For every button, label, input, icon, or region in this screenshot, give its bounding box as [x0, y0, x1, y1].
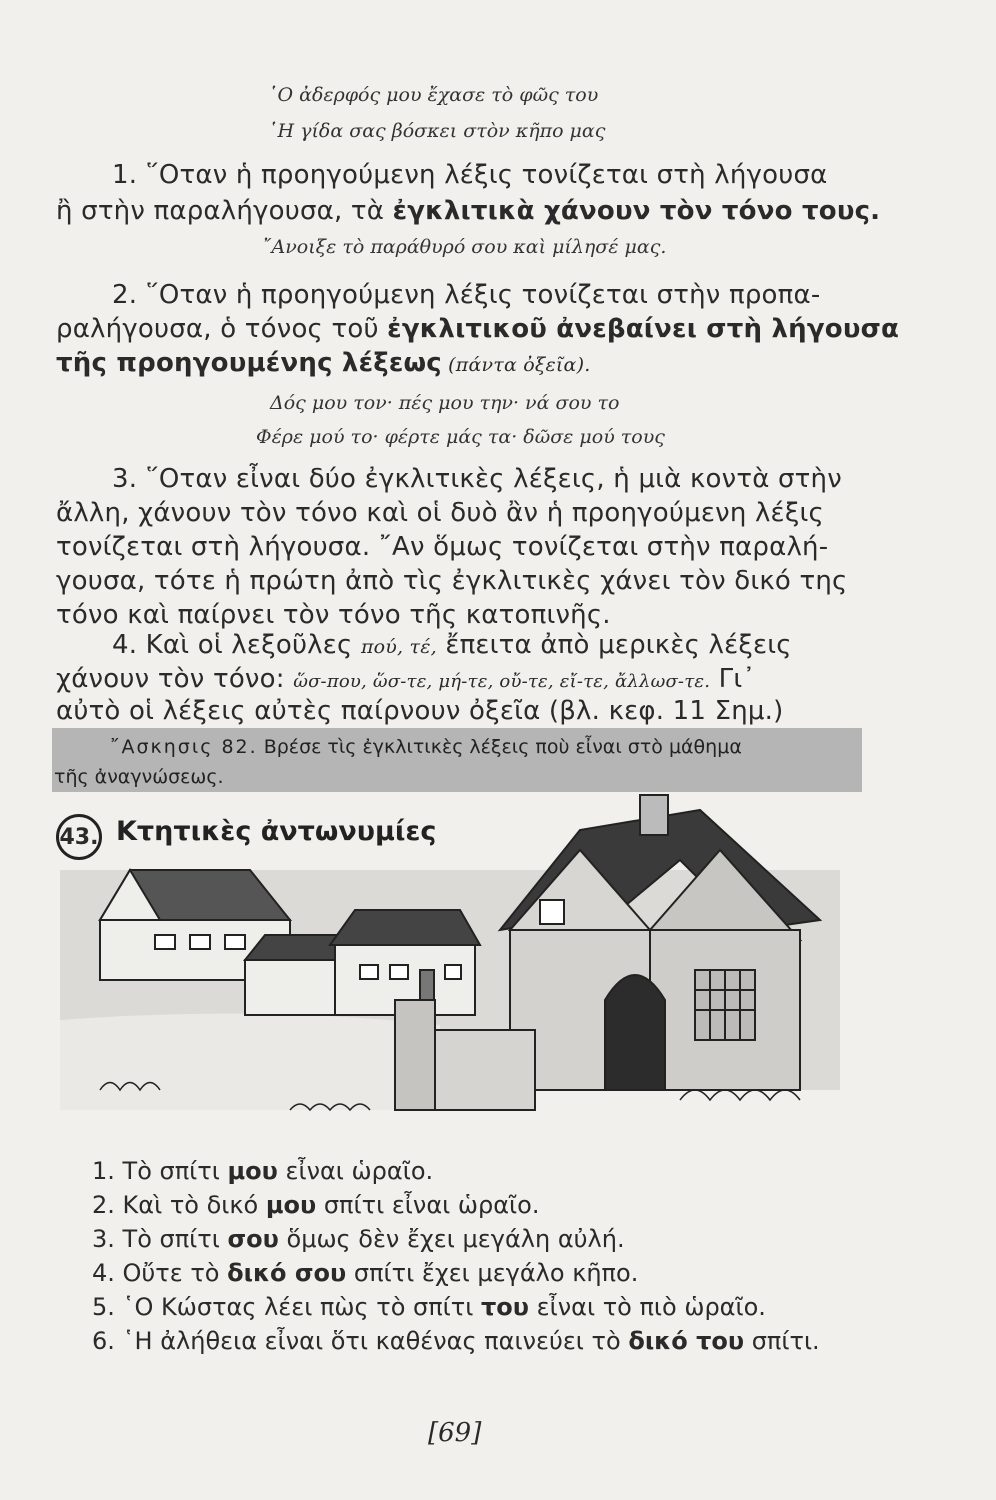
rule3-line5: τόνο καὶ παίρνει τὸν τόνο τῆς κατοπινῆς.	[56, 600, 611, 630]
rule4-line1-text: 4. Καὶ οἱ λεξοῦλες	[112, 630, 361, 660]
rule3-line4: γουσα, τότε ἡ πρώτη ἀπὸ τὶς ἐγκλιτικὲς χάνει τὸν δικό της	[56, 566, 848, 596]
sentence-4	[92, 1256, 638, 1290]
rule2-example2: Φέρε μού το· φέρτε μάς τα· δῶσε μού τους	[256, 426, 665, 448]
rule4-line1-italic: πού, τέ,	[360, 636, 437, 658]
sentence-2-tail: σπίτι εἶναι ὡραῖο.	[316, 1191, 540, 1219]
sentence-5-text: 5. ῾Ο Κώστας λέει πὼς τὸ σπίτι	[92, 1293, 481, 1321]
rule3-line2: ἄλλη, χάνουν τὸν τόνο καὶ οἱ δυὸ ἂν ἡ προηγούμενη λέξις	[56, 498, 824, 528]
rule4-line3: αὐτὸ οἱ λέξεις αὐτὲς παίρνουν ὀξεῖα (βλ. κεφ. 11 Σημ.)	[56, 696, 784, 726]
section-number: 43.	[56, 814, 102, 860]
sentence-5-tail: εἶναι τὸ πιὸ ὡραῖο.	[529, 1293, 766, 1321]
sentence-4-text: 4. Οὔτε τὸ	[92, 1259, 228, 1287]
sentence-3-tail: ὅμως δὲν ἔχει μεγάλη αὐλή.	[278, 1225, 625, 1253]
sentence-2	[92, 1188, 539, 1222]
page-number: [69]	[428, 1418, 482, 1448]
rule1-line1: 1. ῞Οταν ἡ προηγούμενη λέξις τονίζεται στὴ λήγουσα	[112, 160, 828, 190]
rule4-line2-text: χάνουν τὸν τόνο:	[56, 664, 294, 694]
rule1-line2-text: ἢ στὴν παραλήγουσα, τὰ	[56, 196, 393, 226]
sentence-1-text: 1. Τὸ σπίτι	[92, 1157, 228, 1185]
sentence-6-text: 6. ῾Η ἀλήθεια εἶναι ὅτι καθένας παινεύει τὸ	[92, 1327, 629, 1355]
rule3-line1: 3. ῞Οταν εἶναι δύο ἐγκλιτικὲς λέξεις, ἡ μιὰ κοντὰ στὴν	[112, 464, 842, 494]
sentence-2-bold: μου	[265, 1191, 317, 1219]
section-title: Κτητικὲς ἀντωνυμίες	[116, 816, 437, 847]
rule4-line2-tail: Γι᾿	[710, 664, 756, 694]
houses-illustration	[60, 790, 860, 1130]
example-line-1: ῾Ο ἀδερφός μου ἔχασε τὸ φῶς του	[268, 84, 599, 106]
example-line-2: ῾Η γίδα σας βόσκει στὸν κῆπο μας	[268, 120, 606, 142]
sentence-6-tail: σπίτι.	[744, 1327, 820, 1355]
sentence-3-bold: σου	[227, 1225, 279, 1253]
rule2-line1: 2. ῞Οταν ἡ προηγούμενη λέξις τονίζεται στὴν προπα-	[112, 280, 821, 310]
sentence-1	[92, 1154, 433, 1188]
sentence-5-bold: του	[480, 1293, 529, 1321]
rule2-line3-bold: τῆς προηγουμένης λέξεως	[56, 348, 442, 378]
sentence-3-text: 3. Τὸ σπίτι	[92, 1225, 228, 1253]
exercise-line1	[110, 732, 742, 762]
sentence-1-bold: μου	[227, 1157, 278, 1185]
rule2-line2-bold: ἐγκλιτικοῦ ἀνεβαίνει στὴ λήγουσα	[387, 314, 900, 344]
sentence-1-tail: εἶναι ὡραῖο.	[277, 1157, 434, 1185]
exercise-line2: τῆς ἀναγνώσεως.	[54, 766, 224, 788]
sentence-5	[92, 1290, 766, 1324]
exercise-label: ῎Ασκησις 82.	[110, 736, 258, 758]
sentence-6-bold: δικό του	[628, 1327, 745, 1355]
rule1-line2-bold: ἐγκλιτικὰ χάνουν τὸν τόνο τους.	[392, 196, 881, 226]
rule2-line2	[56, 312, 899, 346]
rule4-line1	[112, 628, 792, 664]
sentence-6	[92, 1324, 820, 1358]
rule2-line3	[56, 346, 590, 382]
sentence-2-text: 2. Καὶ τὸ δικό	[92, 1191, 266, 1219]
sentence-4-tail: σπίτι ἔχει μεγάλο κῆπο.	[346, 1259, 639, 1287]
sentence-4-bold: δικό σου	[227, 1259, 347, 1287]
rule4-line1-tail: ἔπειτα ἀπὸ μερικὲς λέξεις	[436, 630, 792, 660]
sentence-3	[92, 1222, 625, 1256]
rule2-example1: Δός μου τον· πές μου την· νά σου το	[270, 392, 620, 414]
rule1-line2	[56, 194, 880, 228]
rule2-line2-text: ραλήγουσα, ὁ τόνος τοῦ	[56, 314, 388, 344]
rule1-example: ῎Ανοιξε τὸ παράθυρό σου καὶ μίλησέ μας.	[262, 236, 667, 258]
exercise-text1: Βρέσε τὶς ἐγκλιτικὲς λέξεις ποὺ εἶναι στὸ μάθημα	[257, 736, 742, 758]
rule2-line3-italic: (πάντα ὀξεῖα).	[441, 354, 591, 376]
rule4-line2-italic: ὥσ-που, ὥσ-τε, μή-τε, οὔ-τε, εἴ-τε, ἄλλωσ-τε.	[293, 671, 711, 692]
rule3-line3: τονίζεται στὴ λήγουσα. ῎Αν ὅμως τονίζεται στὴν παραλή-	[56, 532, 829, 562]
